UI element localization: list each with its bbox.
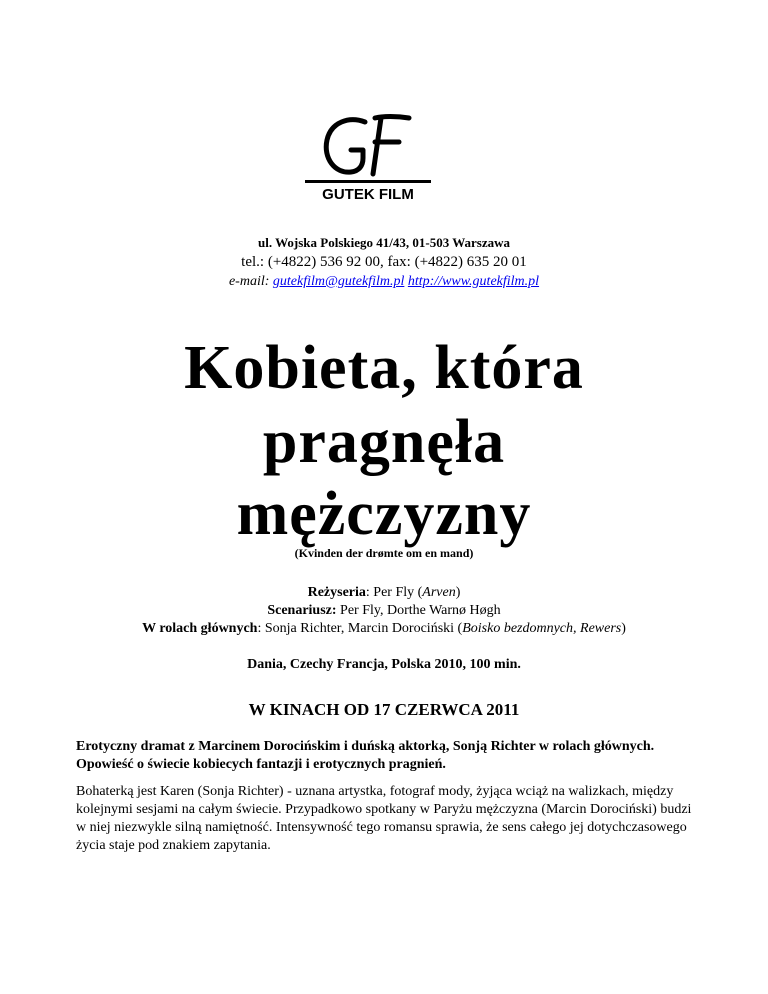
screenplay-credit xyxy=(0,602,768,619)
film-title-line-3: mężczyzny xyxy=(236,480,532,548)
lead-paragraph: Erotyczny dramat z Marcinem Dorocińskim i duńską aktorką, Sonją Richter w rolach głównych. Opowieść o świecie kobiecych fantazji i erotycznych pragnień. xyxy=(76,739,655,772)
email-link[interactable]: gutekfilm@gutekfilm.pl xyxy=(272,274,405,289)
logo-wordmark: GUTEK FILM xyxy=(322,186,414,203)
email-label: e-mail: xyxy=(228,274,270,289)
director-credit: Reżyseria: Per Fly (Arven) xyxy=(307,585,461,600)
director-previous-film: Arven xyxy=(422,585,456,600)
gf-monogram-icon xyxy=(305,112,431,188)
release-date-heading: W KINACH OD 17 CZERWCA 2011 xyxy=(248,700,520,719)
screenplay-names: Per Fly, Dorthe Warnø Høgh xyxy=(340,603,501,618)
cast-label: W rolach głównych xyxy=(142,621,258,636)
address-phone-fax: tel.: (+4822) 536 92 00, fax: (+4822) 635 20 01 xyxy=(241,254,527,270)
director-name: Per Fly xyxy=(373,585,415,600)
director-label: Reżyseria xyxy=(307,585,366,600)
cast-previous-films: Boisko bezdomnych, Rewers xyxy=(462,621,622,636)
original-title: (Kvinden der drømte om en mand) xyxy=(294,546,474,560)
address-contact-links xyxy=(0,273,768,290)
screenplay-label: Scenariusz: xyxy=(267,603,337,618)
gutek-film-logo xyxy=(305,112,431,202)
film-title-line-2: pragnęła xyxy=(262,408,506,476)
cast-names: Sonja Richter, Marcin Dorociński xyxy=(264,621,455,636)
cast-credit: W rolach głównych: Sonja Richter, Marcin Dorociński (Boisko bezdomnych, Rewers) xyxy=(142,621,626,636)
address-street: ul. Wojska Polskiego 41/43, 01-503 Warszawa xyxy=(258,235,510,250)
film-title-line-1: Kobieta, która xyxy=(184,334,584,402)
website-link[interactable]: http://www.gutekfilm.pl xyxy=(407,274,540,289)
synopsis-paragraph: Bohaterką jest Karen (Sonja Richter) - uznana artystka, fotograf mody, żyjąca wciąż na walizkach, między kolejnymi sesjami na całym świecie. Przypadkowo spotkany w Paryżu mężczyzna (Marcin Dorociński) budzi w niej niezwykle silną namiętność. Intensywność tego romansu sprawia, że sens całego jej dotychczasowego życia staje pod znakiem zapytania. xyxy=(76,784,692,853)
production-info: Dania, Czechy Francja, Polska 2010, 100 min. xyxy=(247,657,521,672)
